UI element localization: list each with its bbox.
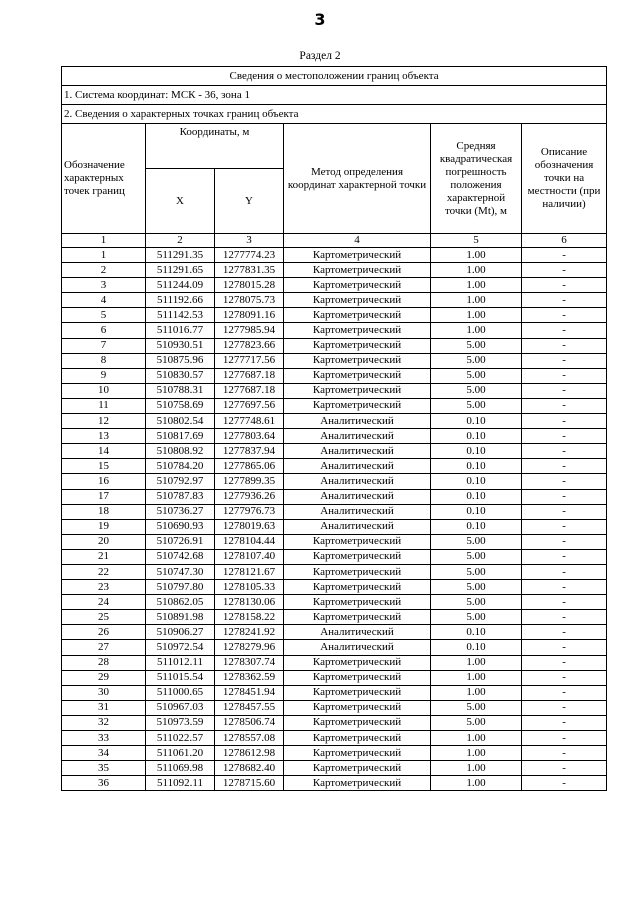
point-number-cell: 13 bbox=[62, 429, 146, 444]
table-row bbox=[62, 519, 607, 534]
error-cell: 5.00 bbox=[431, 383, 522, 398]
table-row bbox=[62, 776, 607, 791]
table-row bbox=[62, 323, 607, 338]
point-number-cell: 34 bbox=[62, 746, 146, 761]
error-cell: 1.00 bbox=[431, 731, 522, 746]
method-cell: Картометрический bbox=[284, 731, 431, 746]
y-coordinate-cell: 1278019.63 bbox=[215, 519, 284, 534]
point-number-cell: 2 bbox=[62, 263, 146, 278]
point-number-cell: 3 bbox=[62, 278, 146, 293]
point-number-cell: 32 bbox=[62, 715, 146, 730]
point-number-cell: 24 bbox=[62, 595, 146, 610]
y-coordinate-cell: 1277803.64 bbox=[215, 429, 284, 444]
method-cell: Картометрический bbox=[284, 761, 431, 776]
boundary-points-table bbox=[61, 66, 607, 791]
table-row bbox=[62, 534, 607, 549]
table-row bbox=[62, 685, 607, 700]
table-row bbox=[62, 595, 607, 610]
x-coordinate-cell: 511016.77 bbox=[146, 323, 215, 338]
error-cell: 5.00 bbox=[431, 368, 522, 383]
table-row bbox=[62, 610, 607, 625]
header-description: Описание обозначения точки на местности (при наличии) bbox=[522, 124, 607, 234]
point-number-cell: 30 bbox=[62, 685, 146, 700]
point-number-cell: 36 bbox=[62, 776, 146, 791]
table-row bbox=[62, 564, 607, 579]
y-coordinate-cell: 1277865.06 bbox=[215, 459, 284, 474]
method-cell: Аналитический bbox=[284, 489, 431, 504]
point-number-cell: 28 bbox=[62, 655, 146, 670]
column-number: 1 bbox=[62, 234, 146, 248]
description-cell: - bbox=[522, 474, 607, 489]
method-cell: Картометрический bbox=[284, 323, 431, 338]
point-number-cell: 29 bbox=[62, 670, 146, 685]
y-coordinate-cell: 1278075.73 bbox=[215, 293, 284, 308]
table-row bbox=[62, 761, 607, 776]
y-coordinate-cell: 1278715.60 bbox=[215, 776, 284, 791]
table-row bbox=[62, 489, 607, 504]
error-cell: 0.10 bbox=[431, 444, 522, 459]
table-row bbox=[62, 625, 607, 640]
y-coordinate-cell: 1278105.33 bbox=[215, 580, 284, 595]
x-coordinate-cell: 511244.09 bbox=[146, 278, 215, 293]
point-number-cell: 4 bbox=[62, 293, 146, 308]
x-coordinate-cell: 510758.69 bbox=[146, 398, 215, 413]
point-number-cell: 19 bbox=[62, 519, 146, 534]
y-coordinate-cell: 1278107.40 bbox=[215, 549, 284, 564]
table-row bbox=[62, 731, 607, 746]
method-cell: Картометрический bbox=[284, 383, 431, 398]
y-coordinate-cell: 1277687.18 bbox=[215, 368, 284, 383]
method-cell: Аналитический bbox=[284, 625, 431, 640]
error-cell: 5.00 bbox=[431, 353, 522, 368]
y-coordinate-cell: 1278279.96 bbox=[215, 640, 284, 655]
point-number-cell: 12 bbox=[62, 414, 146, 429]
table-row bbox=[62, 474, 607, 489]
method-cell: Картометрический bbox=[284, 700, 431, 715]
description-cell: - bbox=[522, 746, 607, 761]
points-section-line: 2. Сведения о характерных точках границ объекта bbox=[62, 105, 607, 124]
error-cell: 5.00 bbox=[431, 595, 522, 610]
description-cell: - bbox=[522, 580, 607, 595]
point-number-cell: 9 bbox=[62, 368, 146, 383]
table-row bbox=[62, 308, 607, 323]
table-row bbox=[62, 398, 607, 413]
point-number-cell: 31 bbox=[62, 700, 146, 715]
y-coordinate-cell: 1277976.73 bbox=[215, 504, 284, 519]
method-cell: Картометрический bbox=[284, 746, 431, 761]
description-cell: - bbox=[522, 700, 607, 715]
point-number-cell: 27 bbox=[62, 640, 146, 655]
method-cell: Картометрический bbox=[284, 248, 431, 263]
y-coordinate-cell: 1277687.18 bbox=[215, 383, 284, 398]
point-number-cell: 10 bbox=[62, 383, 146, 398]
header-method: Метод определения координат характерной точки bbox=[284, 124, 431, 234]
point-number-cell: 22 bbox=[62, 564, 146, 579]
method-cell: Картометрический bbox=[284, 368, 431, 383]
description-cell: - bbox=[522, 610, 607, 625]
y-coordinate-cell: 1277748.61 bbox=[215, 414, 284, 429]
point-number-cell: 1 bbox=[62, 248, 146, 263]
error-cell: 0.10 bbox=[431, 414, 522, 429]
x-coordinate-cell: 510973.59 bbox=[146, 715, 215, 730]
description-cell: - bbox=[522, 383, 607, 398]
error-cell: 0.10 bbox=[431, 519, 522, 534]
y-coordinate-cell: 1278015.28 bbox=[215, 278, 284, 293]
method-cell: Аналитический bbox=[284, 504, 431, 519]
table-row bbox=[62, 278, 607, 293]
method-cell: Аналитический bbox=[284, 429, 431, 444]
x-coordinate-cell: 510875.96 bbox=[146, 353, 215, 368]
table-row bbox=[62, 248, 607, 263]
table-row bbox=[62, 549, 607, 564]
x-coordinate-cell: 510808.92 bbox=[146, 444, 215, 459]
header-y: Y bbox=[215, 169, 284, 234]
table-row bbox=[62, 746, 607, 761]
description-cell: - bbox=[522, 489, 607, 504]
error-cell: 1.00 bbox=[431, 776, 522, 791]
description-cell: - bbox=[522, 731, 607, 746]
header-coordinates: Координаты, м bbox=[146, 124, 284, 169]
y-coordinate-cell: 1278457.55 bbox=[215, 700, 284, 715]
error-cell: 5.00 bbox=[431, 564, 522, 579]
y-coordinate-cell: 1277717.56 bbox=[215, 353, 284, 368]
error-cell: 5.00 bbox=[431, 715, 522, 730]
x-coordinate-cell: 511069.98 bbox=[146, 761, 215, 776]
method-cell: Аналитический bbox=[284, 459, 431, 474]
description-cell: - bbox=[522, 353, 607, 368]
method-cell: Аналитический bbox=[284, 444, 431, 459]
error-cell: 1.00 bbox=[431, 746, 522, 761]
method-cell: Картометрический bbox=[284, 534, 431, 549]
table-row bbox=[62, 429, 607, 444]
point-number-cell: 8 bbox=[62, 353, 146, 368]
table-row bbox=[62, 368, 607, 383]
error-cell: 1.00 bbox=[431, 293, 522, 308]
header-designation: Обозначение характерных точек границ bbox=[62, 124, 146, 234]
description-cell: - bbox=[522, 761, 607, 776]
point-number-cell: 35 bbox=[62, 761, 146, 776]
description-cell: - bbox=[522, 595, 607, 610]
method-cell: Картометрический bbox=[284, 580, 431, 595]
y-coordinate-cell: 1278682.40 bbox=[215, 761, 284, 776]
error-cell: 1.00 bbox=[431, 655, 522, 670]
description-cell: - bbox=[522, 459, 607, 474]
coordinate-system-line: 1. Система координат: МСК - 36, зона 1 bbox=[62, 86, 607, 105]
point-number-cell: 20 bbox=[62, 534, 146, 549]
method-cell: Картометрический bbox=[284, 353, 431, 368]
error-cell: 5.00 bbox=[431, 549, 522, 564]
error-cell: 5.00 bbox=[431, 338, 522, 353]
point-number-cell: 26 bbox=[62, 625, 146, 640]
x-coordinate-cell: 510792.97 bbox=[146, 474, 215, 489]
table-row bbox=[62, 293, 607, 308]
point-number-cell: 16 bbox=[62, 474, 146, 489]
point-number-cell: 25 bbox=[62, 610, 146, 625]
error-cell: 5.00 bbox=[431, 398, 522, 413]
table-row bbox=[62, 655, 607, 670]
point-number-cell: 7 bbox=[62, 338, 146, 353]
x-coordinate-cell: 510690.93 bbox=[146, 519, 215, 534]
y-coordinate-cell: 1278104.44 bbox=[215, 534, 284, 549]
method-cell: Картометрический bbox=[284, 655, 431, 670]
page-number: 3 bbox=[314, 10, 326, 29]
error-cell: 1.00 bbox=[431, 670, 522, 685]
y-coordinate-cell: 1277837.94 bbox=[215, 444, 284, 459]
table-row bbox=[62, 580, 607, 595]
y-coordinate-cell: 1278091.16 bbox=[215, 308, 284, 323]
error-cell: 5.00 bbox=[431, 700, 522, 715]
description-cell: - bbox=[522, 248, 607, 263]
description-cell: - bbox=[522, 444, 607, 459]
y-coordinate-cell: 1278121.67 bbox=[215, 564, 284, 579]
point-number-cell: 18 bbox=[62, 504, 146, 519]
description-cell: - bbox=[522, 685, 607, 700]
y-coordinate-cell: 1277831.35 bbox=[215, 263, 284, 278]
error-cell: 1.00 bbox=[431, 761, 522, 776]
table-row bbox=[62, 338, 607, 353]
table-row bbox=[62, 715, 607, 730]
x-coordinate-cell: 510802.54 bbox=[146, 414, 215, 429]
error-cell: 0.10 bbox=[431, 640, 522, 655]
x-coordinate-cell: 510972.54 bbox=[146, 640, 215, 655]
x-coordinate-cell: 510891.98 bbox=[146, 610, 215, 625]
column-number: 6 bbox=[522, 234, 607, 248]
x-coordinate-cell: 511000.65 bbox=[146, 685, 215, 700]
method-cell: Аналитический bbox=[284, 414, 431, 429]
y-coordinate-cell: 1278506.74 bbox=[215, 715, 284, 730]
header-x: X bbox=[146, 169, 215, 234]
column-number-row bbox=[62, 234, 607, 248]
point-number-cell: 17 bbox=[62, 489, 146, 504]
y-coordinate-cell: 1278362.59 bbox=[215, 670, 284, 685]
error-cell: 5.00 bbox=[431, 580, 522, 595]
x-coordinate-cell: 510797.80 bbox=[146, 580, 215, 595]
error-cell: 1.00 bbox=[431, 278, 522, 293]
description-cell: - bbox=[522, 549, 607, 564]
method-cell: Картометрический bbox=[284, 308, 431, 323]
table-title: Сведения о местоположении границ объекта bbox=[62, 67, 607, 86]
error-cell: 1.00 bbox=[431, 685, 522, 700]
table-row bbox=[62, 700, 607, 715]
x-coordinate-cell: 511142.53 bbox=[146, 308, 215, 323]
description-cell: - bbox=[522, 368, 607, 383]
x-coordinate-cell: 511291.65 bbox=[146, 263, 215, 278]
table-row bbox=[62, 444, 607, 459]
table-row bbox=[62, 640, 607, 655]
error-cell: 0.10 bbox=[431, 429, 522, 444]
column-number: 5 bbox=[431, 234, 522, 248]
description-cell: - bbox=[522, 414, 607, 429]
section-label: Раздел 2 bbox=[299, 50, 341, 62]
x-coordinate-cell: 511022.57 bbox=[146, 731, 215, 746]
point-number-cell: 11 bbox=[62, 398, 146, 413]
method-cell: Картометрический bbox=[284, 776, 431, 791]
error-cell: 0.10 bbox=[431, 489, 522, 504]
column-number: 4 bbox=[284, 234, 431, 248]
x-coordinate-cell: 510906.27 bbox=[146, 625, 215, 640]
table-row bbox=[62, 353, 607, 368]
description-cell: - bbox=[522, 640, 607, 655]
point-number-cell: 6 bbox=[62, 323, 146, 338]
x-coordinate-cell: 510747.30 bbox=[146, 564, 215, 579]
y-coordinate-cell: 1278451.94 bbox=[215, 685, 284, 700]
point-number-cell: 23 bbox=[62, 580, 146, 595]
method-cell: Картометрический bbox=[284, 715, 431, 730]
y-coordinate-cell: 1277697.56 bbox=[215, 398, 284, 413]
point-number-cell: 5 bbox=[62, 308, 146, 323]
description-cell: - bbox=[522, 278, 607, 293]
x-coordinate-cell: 511092.11 bbox=[146, 776, 215, 791]
description-cell: - bbox=[522, 398, 607, 413]
error-cell: 1.00 bbox=[431, 308, 522, 323]
description-cell: - bbox=[522, 293, 607, 308]
method-cell: Аналитический bbox=[284, 519, 431, 534]
y-coordinate-cell: 1278307.74 bbox=[215, 655, 284, 670]
method-cell: Картометрический bbox=[284, 610, 431, 625]
method-cell: Картометрический bbox=[284, 338, 431, 353]
error-cell: 0.10 bbox=[431, 474, 522, 489]
point-number-cell: 21 bbox=[62, 549, 146, 564]
table-row bbox=[62, 383, 607, 398]
x-coordinate-cell: 511061.20 bbox=[146, 746, 215, 761]
method-cell: Картометрический bbox=[284, 670, 431, 685]
point-number-cell: 15 bbox=[62, 459, 146, 474]
x-coordinate-cell: 510967.03 bbox=[146, 700, 215, 715]
method-cell: Картометрический bbox=[284, 549, 431, 564]
description-cell: - bbox=[522, 655, 607, 670]
method-cell: Картометрический bbox=[284, 263, 431, 278]
error-cell: 0.10 bbox=[431, 625, 522, 640]
description-cell: - bbox=[522, 338, 607, 353]
x-coordinate-cell: 510736.27 bbox=[146, 504, 215, 519]
table-row bbox=[62, 414, 607, 429]
table-row bbox=[62, 263, 607, 278]
x-coordinate-cell: 510787.83 bbox=[146, 489, 215, 504]
description-cell: - bbox=[522, 534, 607, 549]
point-number-cell: 14 bbox=[62, 444, 146, 459]
x-coordinate-cell: 510930.51 bbox=[146, 338, 215, 353]
y-coordinate-cell: 1278557.08 bbox=[215, 731, 284, 746]
y-coordinate-cell: 1278612.98 bbox=[215, 746, 284, 761]
table-row bbox=[62, 504, 607, 519]
error-cell: 1.00 bbox=[431, 248, 522, 263]
x-coordinate-cell: 511012.11 bbox=[146, 655, 215, 670]
error-cell: 0.10 bbox=[431, 504, 522, 519]
x-coordinate-cell: 511192.66 bbox=[146, 293, 215, 308]
description-cell: - bbox=[522, 308, 607, 323]
column-number: 3 bbox=[215, 234, 284, 248]
header-error: Средняя квадратическая погрешность положения характерной точки (Mt), м bbox=[431, 124, 522, 234]
error-cell: 1.00 bbox=[431, 263, 522, 278]
description-cell: - bbox=[522, 504, 607, 519]
method-cell: Картометрический bbox=[284, 595, 431, 610]
method-cell: Картометрический bbox=[284, 685, 431, 700]
description-cell: - bbox=[522, 323, 607, 338]
description-cell: - bbox=[522, 625, 607, 640]
y-coordinate-cell: 1277774.23 bbox=[215, 248, 284, 263]
point-number-cell: 33 bbox=[62, 731, 146, 746]
error-cell: 5.00 bbox=[431, 610, 522, 625]
description-cell: - bbox=[522, 564, 607, 579]
points-table-body bbox=[62, 248, 607, 791]
x-coordinate-cell: 510742.68 bbox=[146, 549, 215, 564]
method-cell: Аналитический bbox=[284, 640, 431, 655]
method-cell: Аналитический bbox=[284, 474, 431, 489]
x-coordinate-cell: 510862.05 bbox=[146, 595, 215, 610]
y-coordinate-cell: 1278158.22 bbox=[215, 610, 284, 625]
method-cell: Картометрический bbox=[284, 564, 431, 579]
error-cell: 5.00 bbox=[431, 534, 522, 549]
description-cell: - bbox=[522, 519, 607, 534]
description-cell: - bbox=[522, 670, 607, 685]
column-number: 2 bbox=[146, 234, 215, 248]
y-coordinate-cell: 1277899.35 bbox=[215, 474, 284, 489]
x-coordinate-cell: 511015.54 bbox=[146, 670, 215, 685]
method-cell: Картометрический bbox=[284, 278, 431, 293]
description-cell: - bbox=[522, 429, 607, 444]
method-cell: Картометрический bbox=[284, 398, 431, 413]
description-cell: - bbox=[522, 715, 607, 730]
table-row bbox=[62, 459, 607, 474]
error-cell: 0.10 bbox=[431, 459, 522, 474]
description-cell: - bbox=[522, 263, 607, 278]
y-coordinate-cell: 1277823.66 bbox=[215, 338, 284, 353]
y-coordinate-cell: 1277985.94 bbox=[215, 323, 284, 338]
x-coordinate-cell: 510817.69 bbox=[146, 429, 215, 444]
description-cell: - bbox=[522, 776, 607, 791]
error-cell: 1.00 bbox=[431, 323, 522, 338]
method-cell: Картометрический bbox=[284, 293, 431, 308]
x-coordinate-cell: 510788.31 bbox=[146, 383, 215, 398]
y-coordinate-cell: 1278241.92 bbox=[215, 625, 284, 640]
table-row bbox=[62, 670, 607, 685]
x-coordinate-cell: 510784.20 bbox=[146, 459, 215, 474]
y-coordinate-cell: 1278130.06 bbox=[215, 595, 284, 610]
y-coordinate-cell: 1277936.26 bbox=[215, 489, 284, 504]
x-coordinate-cell: 510726.91 bbox=[146, 534, 215, 549]
x-coordinate-cell: 510830.57 bbox=[146, 368, 215, 383]
x-coordinate-cell: 511291.35 bbox=[146, 248, 215, 263]
